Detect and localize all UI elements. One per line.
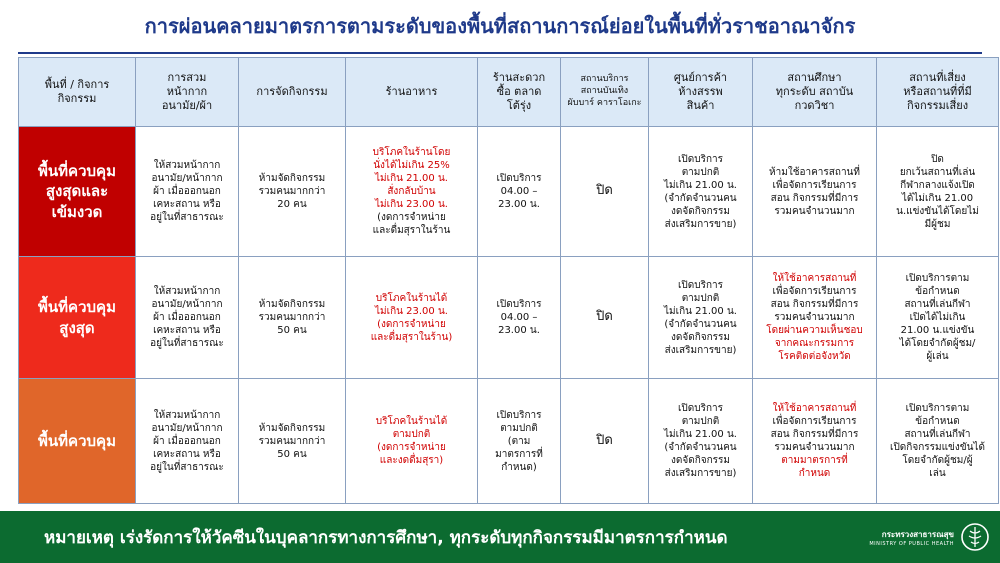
entertainment-cell: ปิด [561, 379, 649, 504]
school-text: ห้ามใช้อาคารสถานที่ เพื่อจัดการเรียนการ สอน กิจกรรมที่มีการ รวมคนจำนวนมาก [769, 166, 860, 217]
ministry-of-public-health-logo-icon [960, 522, 990, 552]
restaurant-red-text: บริโภคในร้านได้ ตามปกติ (งดการจำหน่าย และงดดื่มสุรา) [375, 416, 448, 466]
zone-cell: พื้นที่ควบคุม สูงสุดและ เข้มงวด [19, 127, 136, 257]
zone-cell: พื้นที่ควบคุม สูงสุด [19, 257, 136, 379]
activity-cell: ห้ามจัดกิจกรรม รวมคนมากกว่า 50 คน [239, 379, 346, 504]
school-text: เพื่อจัดการเรียนการ สอน กิจกรรมที่มีการ รวมคนจำนวนมาก [770, 286, 859, 323]
school-red-note: ตามมาตรการที่ กำหนด [781, 455, 848, 479]
zone-cell: พื้นที่ควบคุม [19, 379, 136, 504]
table-row [19, 257, 999, 379]
logo-text [869, 528, 954, 547]
school-cell [753, 257, 877, 379]
activity-cell: ห้ามจัดกิจกรรม รวมคนมากกว่า 20 คน [239, 127, 346, 257]
mall-cell: เปิดบริการ ตามปกติ ไม่เกิน 21.00 น. (จำกัดจำนวนคน งดจัดกิจกรรม ส่งเสริมการขาย) [649, 379, 753, 504]
school-cell [753, 127, 877, 257]
header-mask: การสวม หน้ากาก อนามัย/ผ้า [136, 58, 239, 127]
mall-cell: เปิดบริการ ตามปกติ ไม่เกิน 21.00 น. (จำกัดจำนวนคน งดจัดกิจกรรม ส่งเสริมการขาย) [649, 127, 753, 257]
mask-cell: ให้สวมหน้ากาก อนามัย/หน้ากาก ผ้า เมื่อออกนอก เคหะสถาน หรือ อยู่ในที่สาธารณะ [136, 379, 239, 504]
restaurant-cell [346, 379, 478, 504]
school-cell [753, 379, 877, 504]
school-red-note: โดยผ่านความเห็นชอบ จากคณะกรรมการ โรคติดต่อจังหวัด [766, 325, 863, 362]
header-entertainment: สถานบริการ สถานบันเทิง ผับบาร์ คาราโอเกะ [561, 58, 649, 127]
title-underline [18, 52, 982, 54]
restaurant-red-text: บริโภคในร้านได้ ไม่เกิน 23.00 น. (งดการจำหน่าย และดื่มสุราในร้าน) [370, 292, 453, 343]
footer-note: หมายเหตุ เร่งรัดการให้วัคซีนในบุคลากรทางการศึกษา, ทุกระดับทุกกิจกรรมมีมาตรการกำหนด [44, 527, 728, 548]
header-restaurant: ร้านอาหาร [346, 58, 478, 127]
convenience-cell: เปิดบริการ 04.00 – 23.00 น. [478, 127, 561, 257]
school-red-text: ให้ใช้อาคารสถานที่ [772, 403, 857, 414]
school-red-text: ให้ใช้อาคารสถานที่ [772, 273, 857, 284]
restaurant-cell [346, 127, 478, 257]
table-header-row [19, 58, 999, 127]
table-row [19, 379, 999, 504]
table-row [19, 127, 999, 257]
footer-bar [0, 511, 1000, 563]
risk-cell: เปิดบริการตาม ข้อกำหนด สถานที่เล่นกีฬา เปิดได้ไม่เกิน 21.00 น.แข่งขัน ได้โดยจำกัดผู้ชม/ ผู้เล่น [877, 257, 999, 379]
risk-cell: เปิดบริการตาม ข้อกำหนด สถานที่เล่นกีฬา เปิดกิจกรรมแข่งขันได้ โดยจำกัดผู้ชม/ผู้ เล่น [877, 379, 999, 504]
risk-cell: ปิด ยกเว้นสถานที่เล่น กีฬากลางแจ้งเปิด ได้ไม่เกิน 21.00 น.แข่งขันได้โดยไม่ มีผู้ชม [877, 127, 999, 257]
convenience-cell: เปิดบริการ ตามปกติ (ตาม มาตรการที่ กำหนด) [478, 379, 561, 504]
activity-cell: ห้ามจัดกิจกรรม รวมคนมากกว่า 50 คน [239, 257, 346, 379]
header-convenience: ร้านสะดวก ซื้อ ตลาด โต้รุ่ง [478, 58, 561, 127]
entertainment-cell: ปิด [561, 257, 649, 379]
entertainment-cell: ปิด [561, 127, 649, 257]
ministry-logo [830, 511, 1000, 563]
logo-english-name: MINISTRY OF PUBLIC HEALTH [869, 540, 954, 547]
measures-table [18, 57, 999, 504]
mask-cell: ให้สวมหน้ากาก อนามัย/หน้ากาก ผ้า เมื่อออกนอก เคหะสถาน หรือ อยู่ในที่สาธารณะ [136, 127, 239, 257]
convenience-cell: เปิดบริการ 04.00 – 23.00 น. [478, 257, 561, 379]
header-activity: การจัดกิจกรรม [239, 58, 346, 127]
logo-thai-name: กระทรวงสาธารณสุข [881, 529, 954, 539]
restaurant-red-text: บริโภคในร้านโดย นั่งได้ไม่เกิน 25% ไม่เกิน 21.00 น. สั่งกลับบ้าน ไม่เกิน 23.00 น. [372, 147, 451, 210]
header-risk: สถานที่เสี่ยง หรือสถานที่ที่มี กิจกรรมเสี่ยง [877, 58, 999, 127]
restaurant-text: (งดการจำหน่าย และดื่มสุราในร้าน [372, 212, 451, 236]
header-zone: พื้นที่ / กิจการ กิจกรรม [19, 58, 136, 127]
header-school: สถานศึกษา ทุกระดับ สถาบัน กวดวิชา [753, 58, 877, 127]
school-text: เพื่อจัดการเรียนการ สอน กิจกรรมที่มีการ รวมคนจำนวนมาก [770, 416, 859, 453]
page-title: การผ่อนคลายมาตรการตามระดับของพื้นที่สถานการณ์ย่อยในพื้นที่ทั่วราชอาณาจักร [144, 14, 856, 38]
header-mall: ศูนย์การค้า ห้างสรรพ สินค้า [649, 58, 753, 127]
mask-cell: ให้สวมหน้ากาก อนามัย/หน้ากาก ผ้า เมื่อออกนอก เคหะสถาน หรือ อยู่ในที่สาธารณะ [136, 257, 239, 379]
restaurant-cell [346, 257, 478, 379]
mall-cell: เปิดบริการ ตามปกติ ไม่เกิน 21.00 น. (จำกัดจำนวนคน งดจัดกิจกรรม ส่งเสริมการขาย) [649, 257, 753, 379]
